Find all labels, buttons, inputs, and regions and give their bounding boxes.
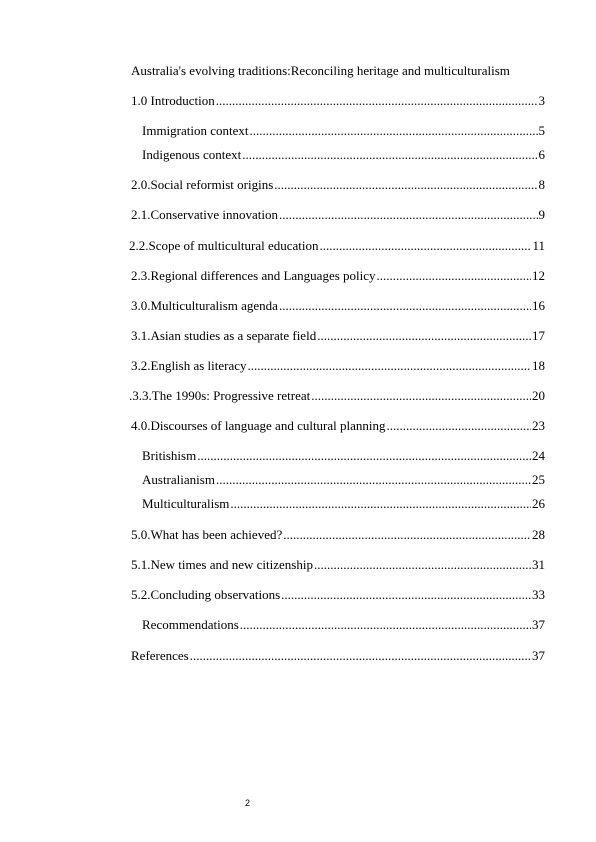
toc-entry-page: 23 [532, 418, 545, 433]
toc-entry[interactable] [142, 123, 545, 139]
toc-entry[interactable] [131, 207, 545, 223]
toc-entry-label: Multiculturalism [142, 496, 230, 511]
toc-entry-page: 20 [532, 388, 545, 403]
toc-leader-dots [242, 147, 537, 163]
toc-entry-page: 37 [532, 617, 545, 632]
toc-entry-page: 31 [532, 557, 545, 572]
toc-entry-label: Britishism [142, 448, 197, 463]
toc-leader-dots [279, 207, 538, 223]
toc-leader-dots [216, 472, 531, 488]
toc-entry-label: Recommendations [142, 617, 239, 632]
toc-entry-label: .3.3.The 1990s: Progressive retreat [129, 388, 311, 403]
toc-entry-page: 33 [532, 587, 545, 602]
toc-entry-label: 5.0.What has been achieved? [131, 527, 283, 542]
toc-leader-dots [230, 496, 531, 512]
toc-entry[interactable] [129, 238, 545, 254]
toc-leader-dots [283, 527, 531, 543]
document-title: Australia's evolving traditions:Reconciling heritage and multiculturalism [131, 63, 510, 78]
toc-entry[interactable] [131, 93, 545, 109]
toc-leader-dots [250, 123, 538, 139]
toc-entry-page: 26 [532, 496, 545, 511]
toc-entry-page: 5 [538, 123, 545, 138]
toc-entry-label: 3.1.Asian studies as a separate field [131, 328, 317, 343]
toc-entry-label: Australianism [142, 472, 215, 487]
toc-entry-page: 24 [532, 448, 545, 463]
toc-entry-page: 8 [538, 177, 545, 192]
toc-entry-label: Indigenous context [142, 147, 242, 162]
toc-entry-page: 12 [532, 268, 545, 283]
toc-entry[interactable] [142, 147, 545, 163]
toc-leader-dots [387, 418, 531, 434]
toc-entry[interactable] [131, 587, 545, 603]
toc-leader-dots [314, 557, 531, 573]
toc-entry-page: 25 [532, 472, 545, 487]
toc-entry-label: 2.0.Social reformist origins [131, 177, 274, 192]
toc-entry[interactable] [131, 418, 545, 434]
toc-entry[interactable] [129, 388, 545, 404]
toc-leader-dots [274, 177, 537, 193]
toc-entry[interactable] [142, 448, 545, 464]
toc-leader-dots [216, 93, 538, 109]
toc-entry-label: References [131, 648, 189, 663]
toc-entry[interactable] [131, 268, 545, 284]
toc-entry-label: 5.1.New times and new citizenship [131, 557, 313, 572]
toc-entry-label: Immigration context [142, 123, 249, 138]
toc-entry-page: 9 [538, 207, 545, 222]
toc-leader-dots [320, 238, 532, 254]
toc-entry-page: 18 [532, 358, 545, 373]
toc-entry-label: 2.3.Regional differences and Languages policy [131, 268, 376, 283]
toc-entry-label: 3.0.Multiculturalism agenda [131, 298, 278, 313]
toc-entry[interactable] [131, 298, 545, 314]
toc-entry[interactable] [142, 496, 545, 512]
toc-entry-label: 1.0 Introduction [131, 93, 215, 108]
toc-entry[interactable] [131, 527, 545, 543]
toc-entry-label: 3.2.English as literacy [131, 358, 247, 373]
toc-entry-label: 5.2.Concluding observations [131, 587, 281, 602]
toc-entry-label: 4.0.Discourses of language and cultural planning [131, 418, 386, 433]
toc-entry-page: 6 [538, 147, 545, 162]
toc-leader-dots [311, 388, 531, 404]
page-number-footer: 2 [245, 798, 251, 808]
toc-entry-page: 17 [532, 328, 545, 343]
toc-entry-page: 3 [538, 93, 545, 108]
toc-entry[interactable] [131, 358, 545, 374]
toc-leader-dots [377, 268, 531, 284]
toc-entry[interactable] [131, 328, 545, 344]
toc-leader-dots [317, 328, 531, 344]
toc-leader-dots [240, 617, 531, 633]
toc-leader-dots [190, 648, 531, 664]
toc-entry[interactable] [131, 557, 545, 573]
toc-entry[interactable] [142, 617, 545, 633]
toc-entry-page: 28 [532, 527, 545, 542]
toc-entry[interactable] [142, 472, 545, 488]
toc-leader-dots [197, 448, 531, 464]
toc-entry-page: 11 [532, 238, 545, 253]
toc-entry-label: 2.2.Scope of multicultural education [129, 238, 319, 253]
toc-entry-page: 16 [532, 298, 545, 313]
toc-entry[interactable] [131, 177, 545, 193]
toc-entry-page: 37 [532, 648, 545, 663]
toc-leader-dots [281, 587, 531, 603]
toc-entry[interactable] [131, 648, 545, 664]
toc-entry-label: 2.1.Conservative innovation [131, 207, 278, 222]
toc-leader-dots [248, 358, 531, 374]
toc-leader-dots [279, 298, 531, 314]
